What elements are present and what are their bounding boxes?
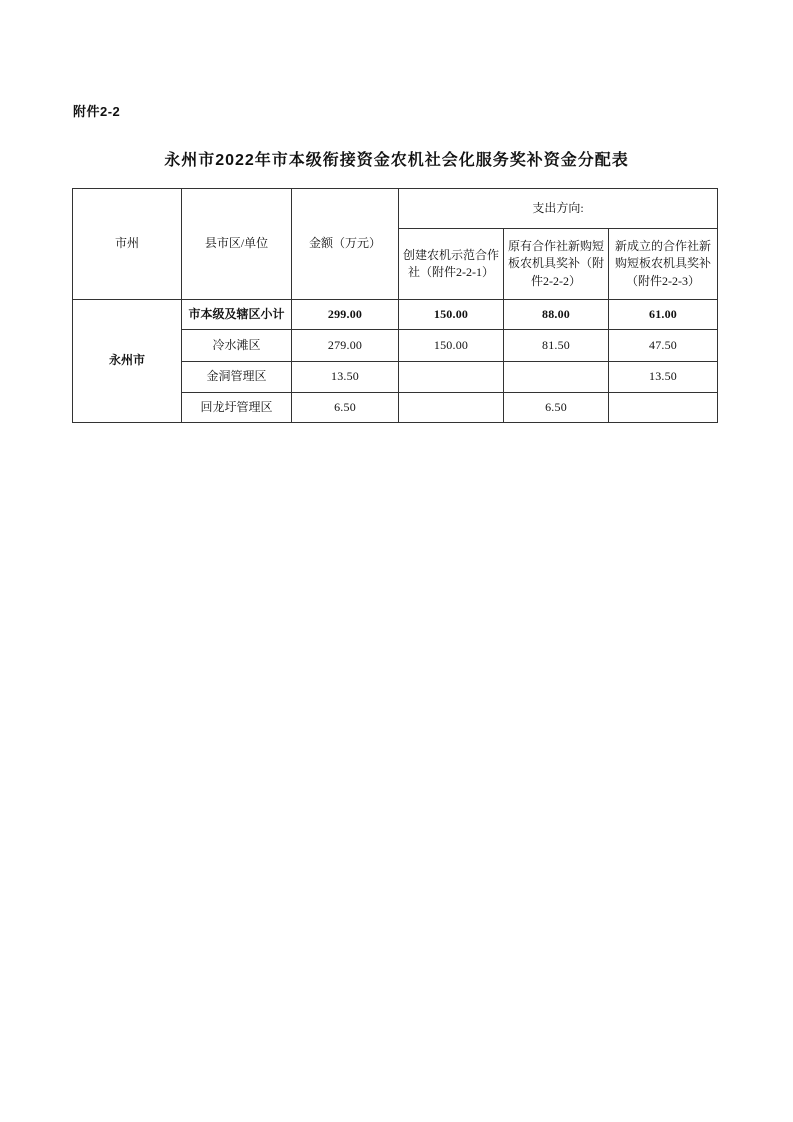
row-3-create-coop-cell	[399, 393, 504, 423]
attachment-label: 附件2-2	[73, 104, 121, 119]
header-cell-city: 市州	[73, 189, 182, 300]
header-cell-county: 县市区/单位	[182, 189, 292, 300]
row-1-new-coop-cell: 47.50	[609, 330, 718, 362]
row-3-existing-coop-cell: 6.50	[504, 393, 609, 423]
row-2-amount-cell: 13.50	[292, 362, 399, 393]
row-2-new-coop-cell: 13.50	[609, 362, 718, 393]
row-0-amount-cell: 299.00	[292, 300, 399, 330]
header-cell-amount: 金额（万元）	[292, 189, 399, 300]
row-1-create-coop-cell: 150.00	[399, 330, 504, 362]
city-group-cell: 永州市	[73, 300, 182, 423]
document-title: 永州市2022年市本级衔接资金农机社会化服务奖补资金分配表	[164, 152, 629, 169]
row-0-new-coop-cell: 61.00	[609, 300, 718, 330]
row-2-unit-cell: 金洞管理区	[182, 362, 292, 393]
row-1-unit-cell: 冷水滩区	[182, 330, 292, 362]
row-2-existing-coop-cell	[504, 362, 609, 393]
row-0-create-coop-cell: 150.00	[399, 300, 504, 330]
row-3-amount-cell: 6.50	[292, 393, 399, 423]
header-cell-create-coop: 创建农机示范合作社（附件2-2-1）	[399, 229, 504, 300]
row-0-existing-coop-cell: 88.00	[504, 300, 609, 330]
row-3-unit-cell: 回龙圩管理区	[182, 393, 292, 423]
header-row-direction	[73, 189, 718, 229]
row-2-create-coop-cell	[399, 362, 504, 393]
row-1-existing-coop-cell: 81.50	[504, 330, 609, 362]
header-cell-existing-coop: 原有合作社新购短板农机具奖补（附件2-2-2）	[504, 229, 609, 300]
allocation-table	[72, 188, 718, 423]
row-1-amount-cell: 279.00	[292, 330, 399, 362]
header-cell-new-coop: 新成立的合作社新购短板农机具奖补（附件2-2-3）	[609, 229, 718, 300]
row-0-unit-cell: 市本级及辖区小计	[182, 300, 292, 330]
row-3-new-coop-cell	[609, 393, 718, 423]
table-row	[73, 300, 718, 330]
header-cell-direction: 支出方向:	[399, 189, 718, 229]
